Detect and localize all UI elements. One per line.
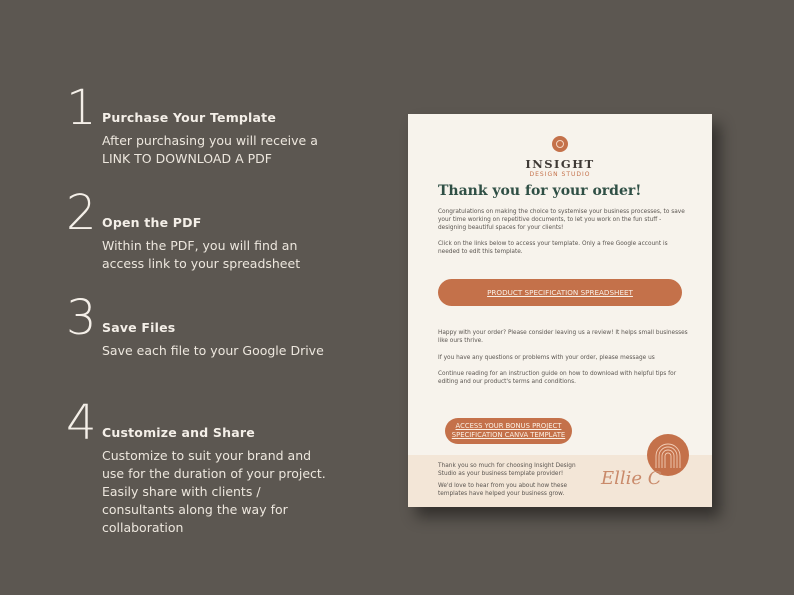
product-spreadsheet-button[interactable]	[438, 279, 682, 306]
thanks-text: Thank you so much for choosing Insight Design Studio as your business template provider!	[438, 463, 576, 477]
bonus-canva-button[interactable]	[445, 418, 572, 444]
thank-you-document	[408, 114, 712, 507]
logo-icon	[552, 136, 568, 152]
step-description: Within the PDF, you will find an access link to your spreadsheet	[102, 238, 301, 271]
feedback-text: We'd love to hear from you about how these templates have helped your business grow.	[438, 483, 568, 497]
step-number: 4	[66, 395, 97, 451]
step-description: Save each file to your Google Drive	[102, 343, 324, 358]
step-title: Save Files	[102, 320, 176, 335]
step-title: Customize and Share	[102, 425, 255, 440]
brand-subtitle: DESIGN STUDIO	[529, 171, 591, 178]
step-number: 2	[66, 185, 97, 241]
signature: Ellie C	[601, 468, 662, 489]
intro-text: Congratulations on making the choice to systemise your business processes, to save your time working on repetitive documents, to let you work on the fun stuff - designing beautiful spaces for your clients!	[438, 209, 685, 231]
step-number: 1	[66, 80, 97, 136]
document-title: Thank you for your order!	[438, 183, 642, 199]
step-description: Customize to suit your brand and use for the duration of your project. Easily share with clients / consultants along the way for collaboration	[102, 448, 326, 535]
product-spreadsheet-label: PRODUCT SPECIFICATION SPREADSHEET	[487, 288, 633, 297]
step-description: After purchasing you will receive a LINK TO DOWNLOAD A PDF	[102, 133, 318, 166]
bonus-button-line-1: ACCESS YOUR BONUS PROJECT	[455, 422, 562, 430]
questions-text: If you have any questions or problems with your order, please message us	[438, 355, 655, 361]
continue-text: Continue reading for an instruction guide on how to download with helpful tips for editing and our product's terms and conditions.	[438, 371, 677, 385]
brand-name: INSIGHT	[525, 157, 595, 171]
bonus-button-line-2: SPECIFICATION CANVA TEMPLATE	[451, 431, 566, 439]
step-title: Purchase Your Template	[102, 110, 277, 125]
step-title: Open the PDF	[102, 215, 202, 230]
step-number: 3	[66, 290, 97, 346]
instructions-text: Click on the links below to access your template. Only a free Google account is needed to edit this template.	[438, 241, 668, 255]
review-text: Happy with your order? Please consider leaving us a review! It helps small businesses like ours thrive.	[438, 330, 688, 344]
